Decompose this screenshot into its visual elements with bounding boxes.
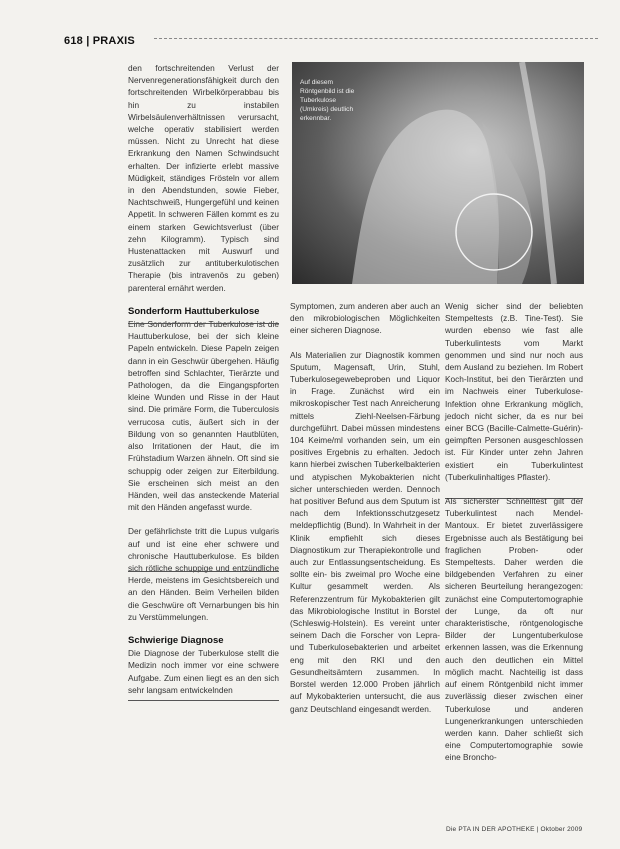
heading-diagnose: Schwierige Diagnose [128,634,224,646]
paragraph: Als Materialien zur Diagnostik kommen Sputum, Magensaft, Urin, Stuhl, Tuberkulosegewebeproben und Liquor in Frage. Zunächst wird ein mikroskopischer Test nach Anreicherung mittels Ziehl-Neelsen-Färbung durchgeführt. Dabei müssen mindestens 104 Keime/ml vorhanden sein, um ein positives Ergebnis zu erhalten. Jedoch kann hierbei zwischen Tuberkelbakterien und atypischen Mykobakterien nicht sicher unterschieden werden. Dennoch hat positiver Befund aus dem Sputum ist nach dem Infektionsschutzgesetz meldepflichtig (Bund). In Wahrheit in der Klinik empfiehlt sich dieses Diagnostikum zur Therapiekontrolle und auch zur Entlassungsentscheidung. Es sollte ein- bis zweimal pro Woche eine Kultur gesammelt werden. Als Referenzzentrum für Mykobakterien gilt das Mikrobiologische Institut in Borstel (Schleswig-Holstein). Es vereint unter seinem Dach die Forscher von Lepra- und Tuberkulosebakterien und arbeitet eng mit den RKI und den Gesundheitsämtern zusammen. In Borstel werden 12.000 Proben jährlich auf Mykobakterien untersucht, die aus ganz Deutschland eingesandt werden. [290,349,440,714]
section-rule [128,700,279,701]
paragraph: Wenig sicher sind der beliebten Stempeltests (z.B. Tine-Test). Sie wurden ebenso wie fast alle Tuberkulintests vom Markt genommen und sind nur noch aus dem Ausland zu beziehen. Im Robert Koch-Institut, bei den Tierärzten und im Nachweis einer Tuberkulose-Infektion ohne Erkrankung möglich, jedoch nicht sicher, da es nur bei einer BCG (Bacille-Calmette-Guérin)-geimpften Personen ausgeschlossen ist. Für Kinder unter zehn Jahren existiert ein Tuberkulintest (Tuberkulinhaltiges Pflaster). [445,301,583,482]
paragraph: Als sicherster Schnelltest gilt der Tuberkulintest nach Mendel-Mantoux. Er bietet zuverlässigere Ergebnisse auch als Bestätigung bei fraglichen Proben- oder Stempeltests. Daher werden die bildgebenden Verfahren zu einer sicheren Beurteilung herangezogen: zunächst eine Computertomographie der Lunge, da oft nur charakteristische, röntgenologische Bilder der Lungentuberkulose erkennen lassen, was die Erkennung auch den deutlichen ein Mittel möglich macht. Nachteilig ist dass auf einem Röntgenbild nicht immer zuverlässig dieser zwischen einer Tuberkulose und anderen Lungenerkrankungen unterschieden werden kann. Daher schließt sich eine Computertomographie sowie eine Broncho- [445,496,583,763]
header-rule [154,38,598,39]
page-header [64,31,598,45]
paragraph: Eine Sonderform der Tuberkulose ist die Hauttuberkulose, bei der sich kleine Papeln entwickeln. Diese Papeln zeigen dann in ein Geschwür übergehen. Häufig betroffen sind Schlachter, Tierärzte und Pathologen, da die Eingangspforten kleine Wunden und Risse in der Haut sind. Die primäre Form, die Tuberculosis verrucosa cutis, äußert sich in der Bildung von so genannten Hautblüten, also Irritationen der Haut, die im Frühstadium Warzen ähneln. Oft sind sie schuppig oder zeigen zur Eiterbildung. Sie erscheinen sich meist an den Händen, weil das ansteckende Material mit den Händen angefasst wurde. [128,319,279,513]
paragraph: den fortschreitenden Verlust der Nervenregenerationsfähigkeit durch den fortschreitenden Wirbelkörperabbau bis hin zu instabilen Wirbelsäulenverhältnissen verursacht, welche operativ stabilisiert werden müssen. Nicht zu Unrecht hat diese Erkrankung den Namen Schwindsucht erhalten. Der infizierte erlebt massive Müdigkeit, ständiges Frösteln vor allem in den Abendstunden, sowie Fieber, Nachtschweiß, Hungergefühl und keinen Appetit. In schweren Fällen kommt es zu einem starken Gewichtsverlust (über zehn Kilogramm). Typisch sind Hustenattacken mit Auswurf und zusätzlich zur antituberkulotischen Therapie (bis intravenös zu geben) parenteral ernährt werden. [128,63,279,293]
section-rule [128,323,279,324]
column-3 [445,300,583,764]
xray-image [292,62,584,284]
section-rule [128,571,279,572]
figure-caption: Auf diesem Röntgenbild ist die Tuberkulose (Umkreis) deutlich erkennbar. [300,79,355,122]
heading-sonderform: Sonderform Hauttuberkulose [128,305,260,317]
paragraph: Die Diagnose der Tuberkulose stellt die Medizin noch immer vor eine schwere Aufgabe. Zum einen liegt es an den sich sehr langsam entwickelnden [128,648,279,695]
column-1 [128,62,279,696]
paragraph: Der gefährlichste tritt die Lupus vulgaris auf und ist eine eher schwere und chronische Hauttuberkulose. Es bilden sich rötliche schuppige und entzündliche Herde, meistens im Gesichtsbereich und an den Händen. Beim Verheilen bilden die Geschwüre oft Vernarbungen bis hin zu Verstümmelungen. [128,526,279,622]
column-2 [290,300,440,715]
paragraph: Symptomen, zum anderen aber auch an den mikrobiologischen Möglichkeiten einer sicheren Diagnose. [290,301,440,336]
page-footer: Die PTA IN DER APOTHEKE | Oktober 2009 [446,826,583,833]
page-number-section: 618 | PRAXIS [64,35,135,47]
